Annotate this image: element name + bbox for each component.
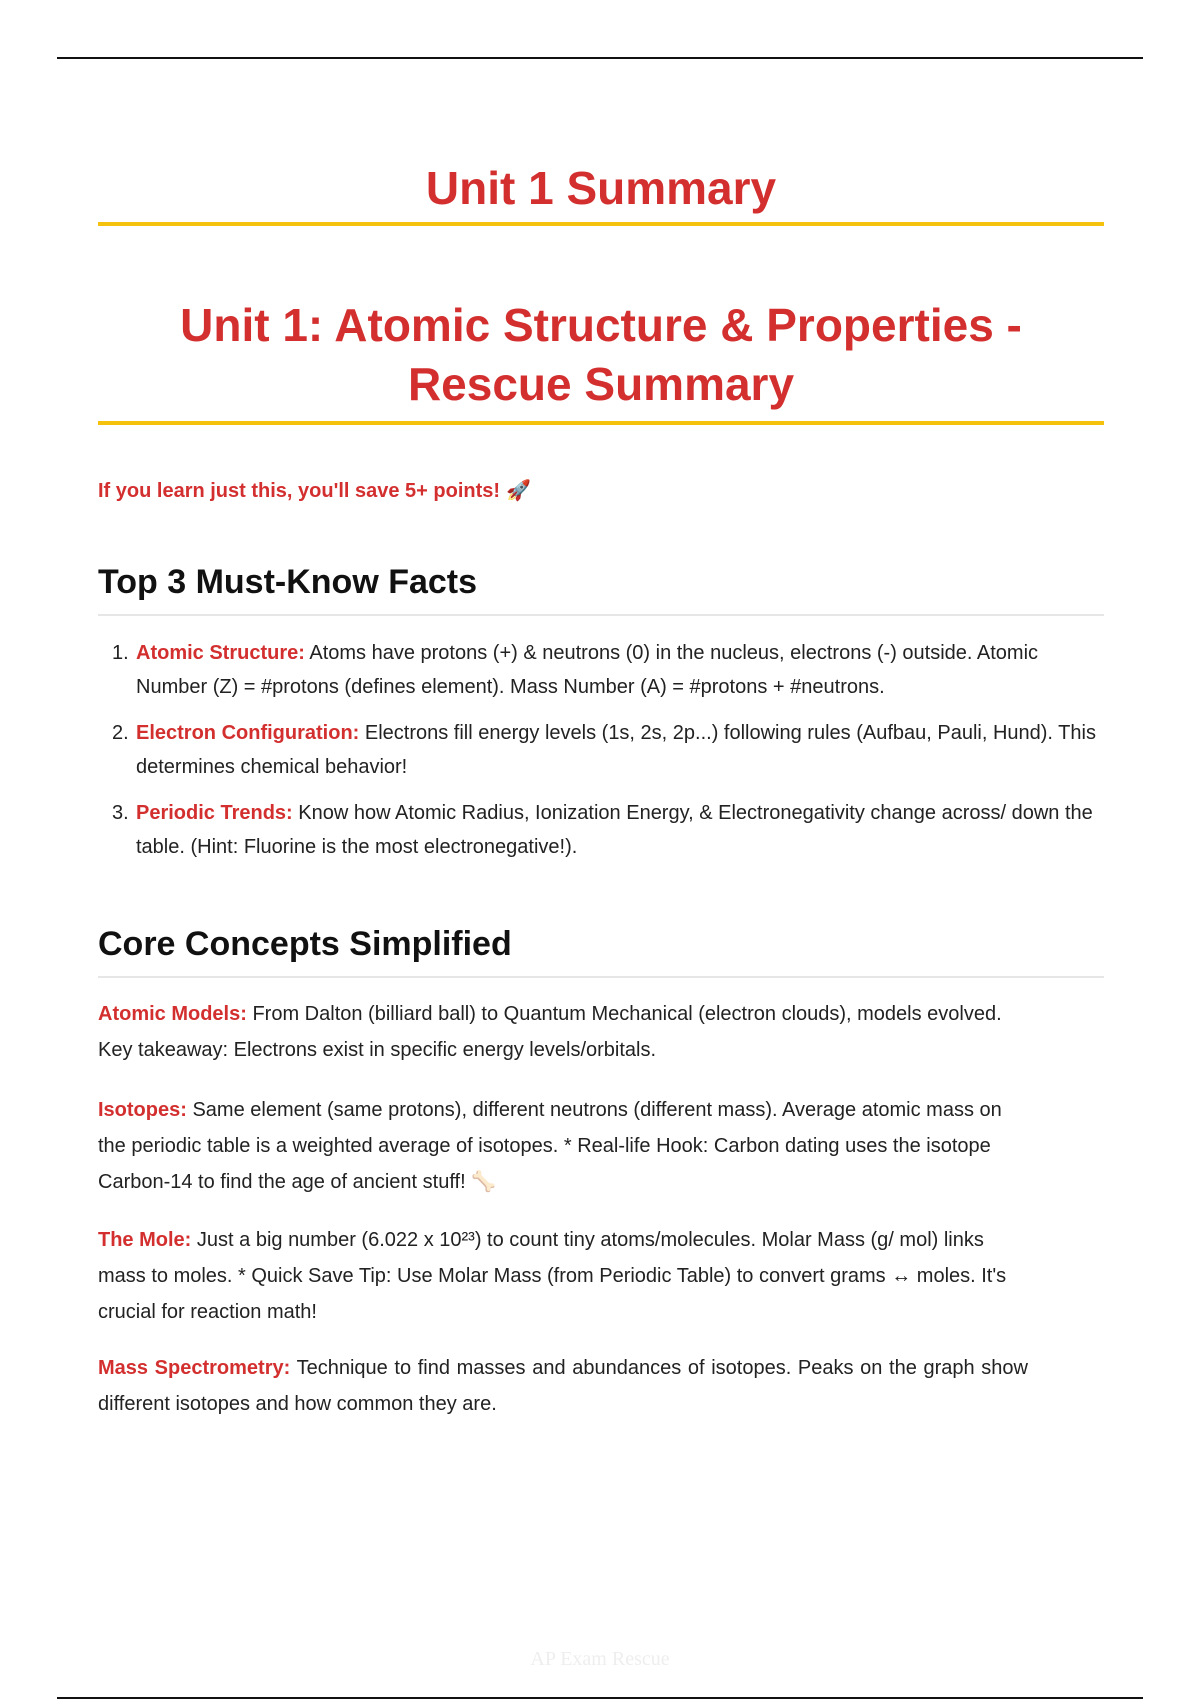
concept-term: Atomic Models: — [98, 1003, 247, 1025]
facts-list — [98, 636, 1104, 876]
concept-term: Isotopes: — [98, 1099, 187, 1121]
rocket-icon: 🚀 — [506, 480, 531, 502]
concept-paragraph — [98, 1350, 1028, 1422]
fact-number: 1. — [112, 642, 129, 664]
concept-text: From Dalton (billiard ball) to Quantum Mechanical (electron clouds), models evolved. Key takeaway: Electrons exist in specific energy levels/orbitals. — [98, 1003, 1002, 1061]
concept-text: Technique to find masses and abundances of isotopes. Peaks on the graph show different isotopes and how common they are. — [98, 1357, 1028, 1415]
concept-paragraph — [98, 1222, 1028, 1330]
watermark: AP Exam Rescue — [530, 1648, 670, 1670]
title-underline — [98, 222, 1104, 226]
fact-item — [98, 796, 1104, 864]
subtitle-underline — [98, 421, 1104, 425]
concept-text: Same element (same protons), different neutrons (different mass). Average atomic mass on the periodic table is a weighted average of isotopes. * Real-life Hook: Carbon dating uses the isotope Carbon-14 to find the age of ancient stuff! 🦴 — [98, 1099, 1002, 1193]
facts-heading: Top 3 Must-Know Facts — [98, 563, 1104, 616]
fact-number: 2. — [112, 722, 129, 744]
fact-text: Electrons fill energy levels (1s, 2s, 2p...) following rules (Aufbau, Pauli, Hund). This determines chemical behavior! — [136, 722, 1096, 778]
page-title: Unit 1 Summary — [425, 162, 777, 214]
fact-term: Electron Configuration: — [136, 722, 360, 744]
fact-term: Atomic Structure: — [136, 642, 305, 664]
fact-number: 3. — [112, 802, 129, 824]
core-concepts-heading: Core Concepts Simplified — [98, 925, 1104, 978]
bottom-page-rule — [57, 1697, 1143, 1699]
tagline-text: If you learn just this, you'll save 5+ points! — [98, 480, 501, 502]
fact-item — [98, 636, 1104, 704]
concept-paragraph — [98, 996, 1028, 1068]
fact-term: Periodic Trends: — [136, 802, 293, 824]
concept-term: The Mole: — [98, 1229, 192, 1251]
concept-paragraph — [98, 1092, 1028, 1200]
top-page-rule — [57, 57, 1143, 59]
page-subtitle: Unit 1: Atomic Structure & Properties - Rescue Summary — [180, 299, 1022, 410]
concept-text: Just a big number (6.022 x 10²³) to count tiny atoms/molecules. Molar Mass (g/ mol) links mass to moles. * Quick Save Tip: Use Molar Mass (from Periodic Table) to convert grams ↔ moles. It's crucial for reaction math! — [98, 1229, 1007, 1323]
fact-item — [98, 716, 1104, 784]
fact-text: Atoms have protons (+) & neutrons (0) in the nucleus, electrons (-) outside. Atomic Number (Z) = #protons (defines element). Mass Number (A) = #protons + #neutrons. — [136, 642, 1039, 698]
fact-text: Know how Atomic Radius, Ionization Energy, & Electronegativity change across/ down the table. (Hint: Fluorine is the most electronegative!). — [136, 802, 1093, 858]
concept-term: Mass Spectrometry: — [98, 1357, 291, 1379]
tagline — [98, 478, 531, 503]
